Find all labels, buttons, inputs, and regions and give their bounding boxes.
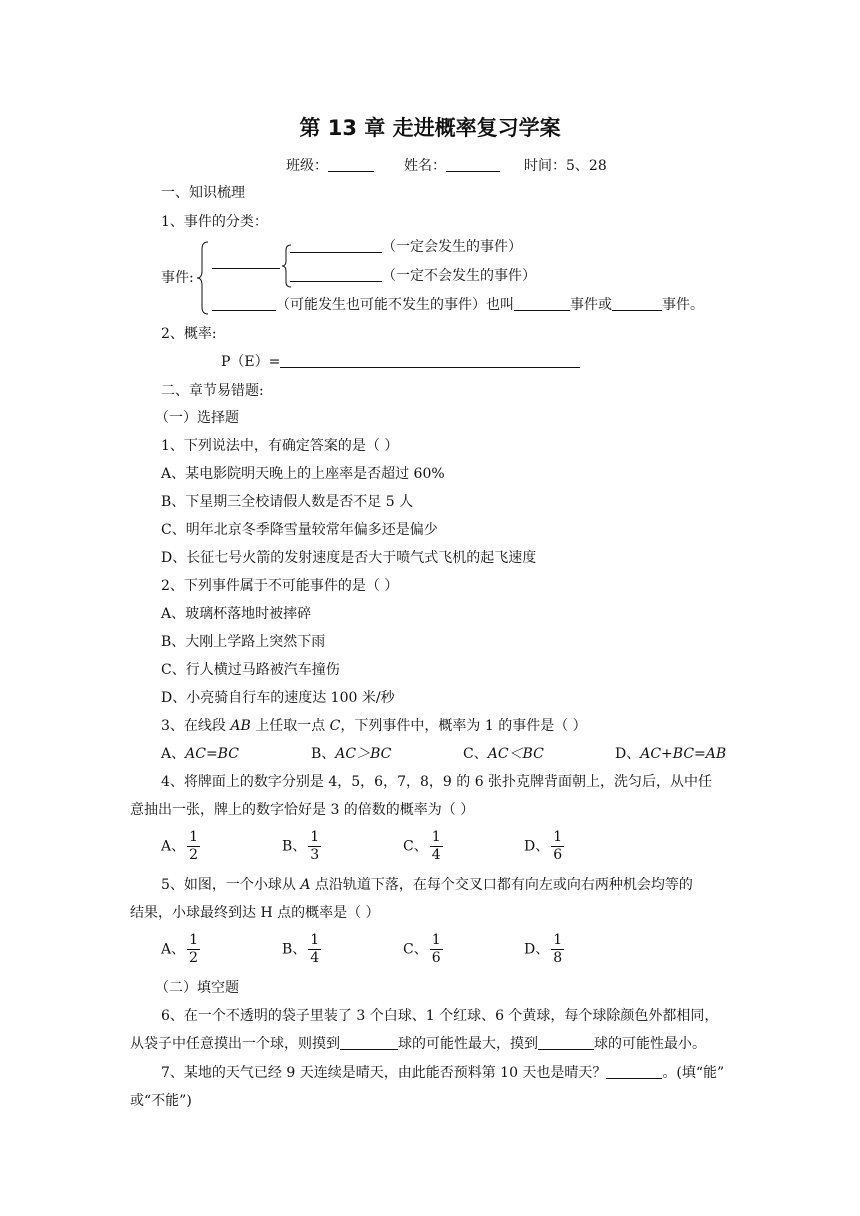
- q4-d-label: D、: [524, 838, 550, 855]
- q4-option-a: [161, 829, 200, 864]
- q3-a-label: A、: [161, 746, 186, 762]
- q3-point-c: C: [329, 718, 341, 734]
- q5-a-num: 1: [189, 932, 199, 948]
- q5-option-d: [524, 932, 564, 967]
- q7-line1: [161, 1064, 724, 1082]
- time-label: 时间：5、28: [524, 158, 607, 174]
- q6-line2-a: 从袋子中任意摸出一个球，则摸到: [130, 1036, 340, 1052]
- impossible-blank[interactable]: [290, 267, 382, 282]
- q3-a-text: AC=BC: [185, 746, 239, 762]
- section1-heading: 一、知识梳理: [161, 185, 245, 201]
- q4-a-fraction: [187, 829, 200, 864]
- item2-heading: 2、概率:: [161, 326, 217, 342]
- q4-option-d: [524, 829, 564, 864]
- q4-c-fraction: [430, 829, 443, 864]
- q3-b-label: B、: [311, 746, 336, 762]
- q4-b-num: 1: [310, 829, 320, 845]
- q7-line1-b: 。(填“能”: [662, 1065, 725, 1081]
- events-label: 事件:: [161, 270, 194, 286]
- random-alias-blank-1[interactable]: [514, 296, 570, 311]
- q4-c-num: 1: [431, 829, 441, 845]
- q4-c-label: C、: [403, 838, 428, 855]
- q5-a-fraction: [187, 932, 200, 967]
- q6-blank-least[interactable]: [538, 1035, 594, 1050]
- q6-line2-c: 球的可能性最小。: [594, 1036, 706, 1052]
- q4-b-den: 3: [310, 847, 320, 863]
- q3-option-c: [463, 745, 544, 763]
- fill-subheading: （二）填空题: [155, 980, 239, 996]
- q5-d-den: 8: [553, 950, 563, 966]
- q5-c-label: C、: [403, 941, 428, 958]
- q3-segment-ab: AB: [230, 718, 251, 734]
- q2-option-d: D、小亮骑自行车的速度达 100 米/秒: [161, 690, 395, 706]
- q1-option-b: B、下星期三全校请假人数是否不足 5 人: [161, 494, 414, 510]
- q5-c-fraction: [430, 932, 443, 967]
- q5-d-label: D、: [524, 941, 550, 958]
- pe-label: P（E）=: [221, 354, 281, 370]
- q3-d-text: AC+BC=AB: [640, 746, 727, 762]
- q3-stem-mid: 上任取一点: [250, 718, 330, 734]
- q4-line1: 4、将牌面上的数字分别是 4，5，6，7，8，9 的 6 张扑克牌背面朝上，洗匀后，从中任: [161, 774, 713, 790]
- q4-b-fraction: [308, 829, 321, 864]
- q4-option-c: [403, 829, 443, 864]
- page-title: 第 13 章 走进概率复习学案: [299, 116, 561, 140]
- category-blank[interactable]: [212, 252, 280, 269]
- pe-blank[interactable]: [280, 353, 580, 368]
- random-desc: （可能发生也可能不发生的事件）也叫: [276, 297, 514, 313]
- q3-c-label: C、: [463, 746, 488, 762]
- class-field: [286, 157, 374, 175]
- q3-option-d: [615, 745, 726, 763]
- name-field: [404, 157, 500, 175]
- q6-blank-most[interactable]: [340, 1035, 398, 1050]
- certain-row: [290, 238, 522, 256]
- q2-option-b: B、大刚上学路上突然下雨: [161, 634, 326, 650]
- q3-stem-post: ，下列事件中，概率为 1 的事件是（ ）: [340, 718, 587, 734]
- q5-b-den: 4: [310, 950, 320, 966]
- q1-option-d: D、长征七号火箭的发射速度是否大于喷气式飞机的起飞速度: [161, 550, 537, 566]
- outer-brace: [196, 241, 210, 315]
- q2-option-c: C、行人横过马路被汽车撞伤: [161, 662, 340, 678]
- choice-subheading: （一）选择题: [155, 410, 239, 426]
- q2-option-a: A、玻璃杯落地时被摔碎: [161, 606, 312, 622]
- q4-c-den: 4: [431, 847, 441, 863]
- q4-a-den: 2: [189, 847, 199, 863]
- q6-line2-b: 球的可能性最大，摸到: [398, 1036, 538, 1052]
- random-alias-blank-2[interactable]: [612, 296, 662, 311]
- q5-d-num: 1: [553, 932, 563, 948]
- q6-line1: 6、在一个不透明的袋子里装了 3 个白球、1 个红球、6 个黄球，每个球除颜色外都相同，: [161, 1008, 719, 1024]
- q5-option-b: [282, 932, 321, 967]
- q7-blank[interactable]: [606, 1064, 662, 1079]
- q5-point-a: A: [300, 877, 311, 893]
- q7-line2: 或“不能”): [130, 1093, 192, 1109]
- q5-b-num: 1: [310, 932, 320, 948]
- q5-line1-post: 点沿轨道下落，在每个交叉口都有向左或向右两种机会均等的: [310, 877, 693, 893]
- q3-b-text: AC＞BC: [335, 746, 392, 762]
- certain-desc: （一定会发生的事件）: [382, 239, 522, 255]
- random-blank[interactable]: [212, 296, 276, 311]
- q5-a-den: 2: [189, 950, 199, 966]
- q5-line2: 结果，小球最终到达 H 点的概率是（ ）: [130, 905, 380, 921]
- q1-stem: 1、下列说法中，有确定答案的是（ ）: [161, 438, 399, 454]
- q3-stem: [161, 717, 587, 735]
- q5-b-label: B、: [282, 941, 307, 958]
- q6-line2: [130, 1035, 706, 1053]
- q3-option-a: [161, 745, 239, 763]
- event-or-text: 事件或: [570, 297, 612, 313]
- q3-stem-pre: 3、在线段: [161, 718, 231, 734]
- q5-c-num: 1: [431, 932, 441, 948]
- q1-option-a: A、某电影院明天晚上的上座率是否超过 60%: [161, 466, 445, 482]
- random-row: [212, 296, 704, 314]
- q4-a-num: 1: [189, 829, 199, 845]
- q3-c-text: AC＜BC: [487, 746, 544, 762]
- q4-b-label: B、: [282, 838, 307, 855]
- name-label: 姓名：: [404, 158, 446, 174]
- q5-line1-pre: 5、如图，一个小球从: [161, 877, 301, 893]
- q4-d-den: 6: [553, 847, 563, 863]
- impossible-row: [290, 267, 536, 285]
- q4-line2: 意抽出一张，牌上的数字恰好是 3 的倍数的概率为（ ）: [130, 802, 475, 818]
- event-end-text: 事件。: [662, 297, 704, 313]
- q5-b-fraction: [308, 932, 321, 967]
- q5-line1: [161, 876, 693, 894]
- q3-option-b: [311, 745, 391, 763]
- q3-d-label: D、: [615, 746, 641, 762]
- section2-heading: 二、章节易错题:: [161, 383, 264, 399]
- impossible-desc: （一定不会发生的事件）: [382, 268, 536, 284]
- q2-stem: 2、下列事件属于不可能事件的是（ ）: [161, 578, 399, 594]
- name-blank[interactable]: [446, 157, 500, 172]
- q4-d-fraction: [551, 829, 564, 864]
- q7-line1-a: 7、某地的天气已经 9 天连续是晴天，由此能否预料第 10 天也是晴天？: [161, 1065, 607, 1081]
- q4-option-b: [282, 829, 321, 864]
- class-blank[interactable]: [328, 157, 374, 172]
- q1-option-c: C、明年北京冬季降雪量较常年偏多还是偏少: [161, 522, 438, 538]
- q5-option-a: [161, 932, 200, 967]
- probability-formula: [221, 353, 580, 371]
- q5-option-c: [403, 932, 443, 967]
- q4-a-label: A、: [161, 838, 186, 855]
- certain-blank[interactable]: [290, 238, 382, 253]
- q5-d-fraction: [551, 932, 564, 967]
- item1-heading: 1、事件的分类：: [161, 214, 268, 230]
- q4-d-num: 1: [553, 829, 563, 845]
- q5-a-label: A、: [161, 941, 186, 958]
- class-label: 班级：: [286, 158, 328, 174]
- q5-c-den: 6: [431, 950, 441, 966]
